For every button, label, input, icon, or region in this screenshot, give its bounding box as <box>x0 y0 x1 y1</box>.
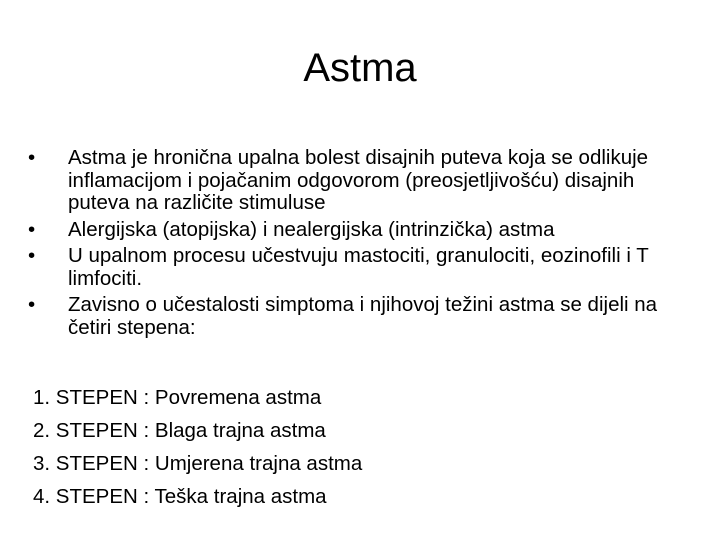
bullet-item <box>28 147 698 215</box>
bullet-marker: • <box>28 293 36 316</box>
bullet-item <box>28 219 698 242</box>
bullet-list <box>28 147 698 343</box>
bullet-text: Astma je hronična upalna bolest disajnih puteva koja se odlikuje inflamacijom i pojačanim odgovorom (preosjetljivošću) disajnih puteva na različite stimuluse <box>68 146 649 214</box>
bullet-marker: • <box>28 146 36 169</box>
step-item: 4. STEPEN : Teška trajna astma <box>33 485 327 508</box>
steps-list <box>33 381 362 513</box>
slide-title: Astma <box>303 46 417 90</box>
bullet-item <box>28 294 698 339</box>
step-item: 2. STEPEN : Blaga trajna astma <box>33 419 326 442</box>
bullet-item <box>28 245 698 290</box>
bullet-text: U upalnom procesu učestvuju mastociti, granulociti, eozinofili i T limfociti. <box>68 244 649 290</box>
step-item: 3. STEPEN : Umjerena trajna astma <box>33 452 363 475</box>
bullet-marker: • <box>28 217 36 241</box>
bullet-text: Alergijska (atopijska) i nealergijska (intrinzička) astma <box>68 217 555 241</box>
step-item: 1. STEPEN : Povremena astma <box>33 386 322 409</box>
bullet-text: Zavisno o učestalosti simptoma i njihovoj težini astma se dijeli na četiri stepena: <box>68 293 658 339</box>
bullet-marker: • <box>28 244 36 267</box>
